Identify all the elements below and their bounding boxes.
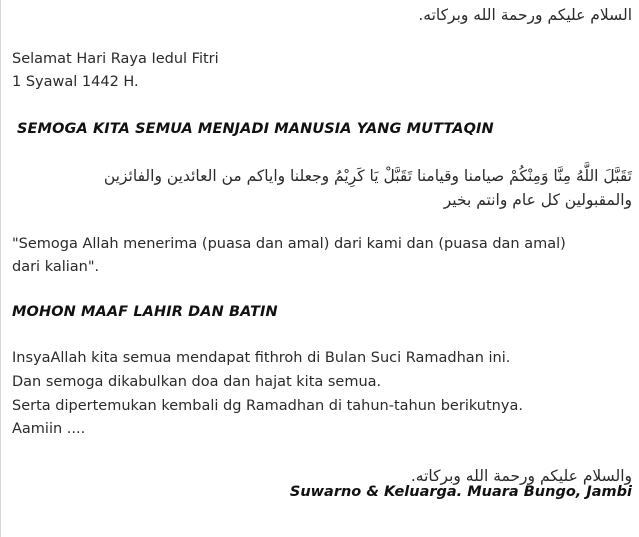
heading-maaf: MOHON MAAF LAHIR DAN BATIN — [12, 304, 278, 320]
closing-line-1: InsyaAllah kita semua mendapat fithroh di Bulan Suci Ramadhan ini. — [12, 350, 511, 366]
closing-line-3: Serta dipertemukan kembali dg Ramadhan di tahun-tahun berikutnya. — [12, 398, 523, 414]
greeting-line-1: Selamat Hari Raya Iedul Fitri — [12, 51, 219, 67]
closing-line-2: Dan semoga dikabulkan doa dan hajat kita semua. — [12, 374, 382, 390]
closing-line-4: Aamiin .... — [12, 421, 86, 437]
translation-line-1: "Semoga Allah menerima (puasa dan amal) dari kami dan (puasa dan amal) — [12, 236, 566, 252]
doa-arabic-line-2: والمقبولين كل عام وانتم بخير — [443, 191, 632, 209]
salam-opening: السلام عليكم ورحمة الله وبركاته. — [418, 6, 632, 24]
translation-line-2: dari kalian". — [12, 259, 100, 275]
doa-arabic-line-1: تَقَبَّلَ اللَّهُ مِنَّا وَمِنْكُمْ صيامنا وقيامنا تَقَبَّلْ يَا كَرِيْمُ وجعلنا واياكم من العائدين والفائزين — [103, 167, 632, 185]
signature: Suwarno & Keluarga. Muara Bungo, Jambi — [289, 484, 632, 500]
heading-muttaqin: SEMOGA KITA SEMUA MENJADI MANUSIA YANG MUTTAQIN — [17, 121, 494, 137]
salam-closing: والسلام عليكم ورحمة الله وبركاته. — [410, 467, 632, 485]
greeting-line-2: 1 Syawal 1442 H. — [12, 74, 139, 90]
